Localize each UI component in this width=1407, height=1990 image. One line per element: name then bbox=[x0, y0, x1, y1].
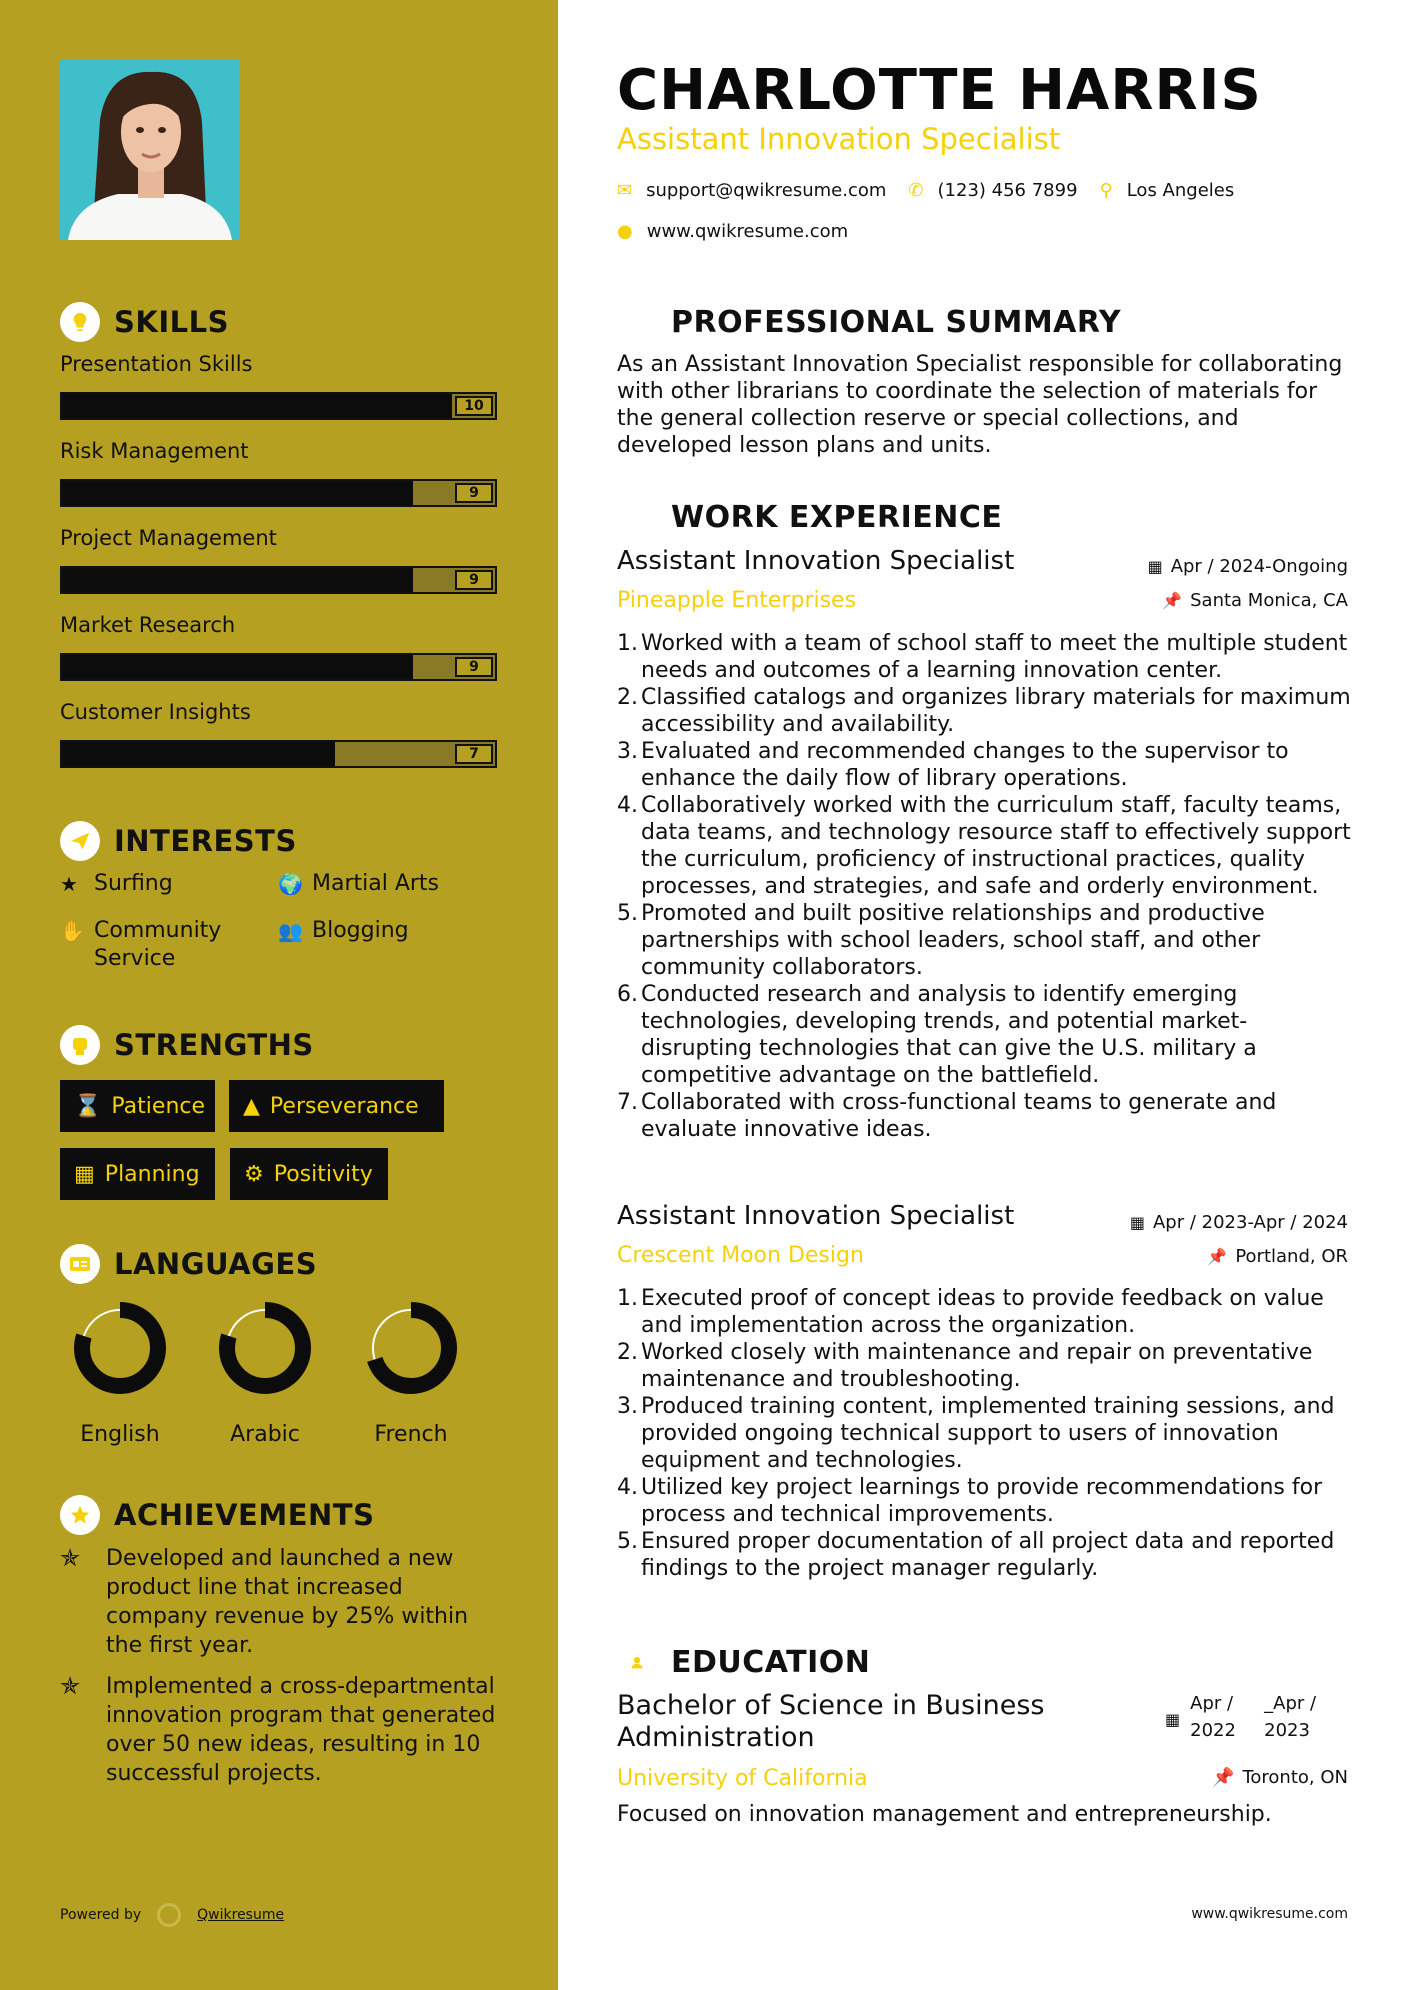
shooting-star-icon: ✯ bbox=[60, 1544, 81, 1572]
skill-fill bbox=[62, 481, 413, 505]
job-bullets bbox=[617, 630, 1357, 1143]
job-bullet: 1. Executed proof of concept ideas to provide feedback on value and implementation across the organization. bbox=[617, 1286, 1324, 1338]
skill-bar bbox=[60, 566, 497, 594]
profile-photo bbox=[60, 60, 240, 240]
strength-badge bbox=[229, 1080, 444, 1132]
qwikresume-link[interactable]: Qwikresume bbox=[197, 1907, 285, 1923]
education-title: EDUCATION bbox=[671, 1644, 871, 1680]
job-bullets bbox=[617, 1285, 1357, 1582]
achievement-text: Implemented a cross-departmental innovation program that generated over 50 new ideas, resulting in 10 successful projects. bbox=[106, 1674, 496, 1786]
candidate-role: Assistant Innovation Specialist bbox=[617, 122, 1061, 156]
skills-heading bbox=[60, 302, 229, 342]
hand-icon: ✋ bbox=[60, 919, 85, 943]
skill-fill bbox=[62, 742, 335, 766]
lightbulb-icon bbox=[60, 302, 100, 342]
users-icon: 👥 bbox=[278, 919, 303, 943]
interest-label: Martial Arts bbox=[312, 871, 440, 896]
star-icon: ★ bbox=[60, 872, 78, 896]
skill-bar bbox=[60, 392, 497, 420]
job-location bbox=[1162, 590, 1348, 611]
work-title: WORK EXPERIENCE bbox=[671, 499, 1003, 535]
job-bullet: 2. Classified catalogs and organizes library materials for maximum accessibility and availability. bbox=[617, 685, 1351, 737]
skill-fill bbox=[62, 568, 413, 592]
contact-row bbox=[617, 180, 1234, 201]
skill-name: Customer Insights bbox=[60, 700, 251, 724]
strengths-heading bbox=[60, 1025, 314, 1065]
job-title: Assistant Innovation Specialist bbox=[617, 1201, 1015, 1231]
skill-name: Project Management bbox=[60, 526, 277, 550]
star-badge-icon bbox=[60, 1495, 100, 1535]
calendar-icon: ▦ bbox=[1165, 1710, 1181, 1729]
skill-item bbox=[60, 700, 497, 768]
email[interactable]: support@qwikresume.com bbox=[646, 180, 887, 201]
job-date-text: Apr / 2024-Ongoing bbox=[1170, 556, 1348, 577]
education-dates bbox=[1165, 1690, 1338, 1744]
language-ring bbox=[217, 1300, 313, 1396]
job-bullet: 1. Worked with a team of school staff to meet the multiple student needs and outcomes of a learning innovation center. bbox=[617, 631, 1348, 683]
location: Los Angeles bbox=[1126, 180, 1235, 201]
skills-title: SKILLS bbox=[114, 305, 229, 339]
strength-badge bbox=[60, 1080, 215, 1132]
contact-row-website bbox=[617, 221, 848, 242]
job-title: Assistant Innovation Specialist bbox=[617, 546, 1015, 576]
calendar-icon: ▦ bbox=[74, 1161, 95, 1187]
summary-heading bbox=[617, 302, 1121, 342]
hourglass-icon: ⌛ bbox=[74, 1093, 102, 1119]
skill-bar bbox=[60, 740, 497, 768]
language-item bbox=[205, 1300, 325, 1447]
candidate-name: CHARLOTTE HARRIS bbox=[617, 58, 1262, 123]
paper-plane-icon bbox=[60, 821, 100, 861]
powered-by-label: Powered by bbox=[60, 1907, 142, 1923]
skill-level: 10 bbox=[455, 396, 493, 416]
job-bullet: 2. Worked closely with maintenance and repair on preventative maintenance and troubleshooting. bbox=[617, 1340, 1313, 1392]
summary-text: As an Assistant Innovation Specialist responsible for collaborating with other librarians to coordinate the selection of materials for the general collection reserve or special collections, and developed lesson plans and units. bbox=[617, 352, 1343, 458]
education-school: University of California bbox=[617, 1766, 868, 1791]
work-heading bbox=[617, 497, 1002, 537]
powered-by bbox=[60, 1903, 284, 1927]
language-label: Arabic bbox=[230, 1422, 300, 1447]
skill-name: Risk Management bbox=[60, 439, 249, 463]
shooting-star-icon: ✯ bbox=[60, 1672, 81, 1700]
achievements-title: ACHIEVEMENTS bbox=[114, 1498, 375, 1532]
job-bullet: 3. Produced training content, implemented training sessions, and provided ongoing technical support to users of innovation equipment and technologies. bbox=[617, 1394, 1335, 1473]
globe-icon: ● bbox=[617, 221, 633, 242]
calendar-icon: ▦ bbox=[1129, 1213, 1145, 1232]
languages-heading bbox=[60, 1244, 317, 1284]
strength-label: Perseverance bbox=[269, 1093, 419, 1119]
skill-level: 9 bbox=[455, 483, 493, 503]
education-start: Apr / 2022 bbox=[1190, 1693, 1236, 1741]
education-description: Focused on innovation management and entrepreneurship. bbox=[617, 1802, 1272, 1827]
job-date-text: Apr / 2023-Apr / 2024 bbox=[1152, 1212, 1348, 1233]
education-degree: Bachelor of Science in Business Administration bbox=[617, 1690, 1045, 1753]
map-pin-icon: ⚲ bbox=[1099, 180, 1113, 201]
job-bullet: 6. Conducted research and analysis to identify emerging technologies, developing trends, and potential market-disrupting technologies that can give the U.S. military a competitive advantage on the battlefield. bbox=[617, 982, 1257, 1088]
job-bullet: 4. Collaboratively worked with the curriculum staff, faculty teams, data teams, and technology resource staff to effectively support the curriculum, proficiency of instructional practices, quality processes, and strategies, and safe and orderly environment. bbox=[617, 793, 1351, 899]
language-label: English bbox=[80, 1422, 160, 1447]
skill-level: 7 bbox=[455, 744, 493, 764]
skill-name: Market Research bbox=[60, 613, 236, 637]
job-date bbox=[1130, 1212, 1348, 1233]
achievement-item bbox=[60, 1544, 500, 1660]
skill-fill bbox=[62, 394, 452, 418]
skill-item bbox=[60, 352, 497, 420]
skill-level: 9 bbox=[455, 657, 493, 677]
job-location-text: Portland, OR bbox=[1235, 1246, 1348, 1267]
interest-item bbox=[278, 870, 462, 898]
language-ring bbox=[72, 1300, 168, 1396]
job-bullet: 5. Ensured proper documentation of all project data and reported findings to the project manager regularly. bbox=[617, 1529, 1335, 1581]
language-item bbox=[351, 1300, 471, 1447]
skill-level: 9 bbox=[455, 570, 493, 590]
pin-icon: 📌 bbox=[1207, 1247, 1228, 1266]
sidebar bbox=[0, 0, 558, 1990]
education-location-text: Toronto, ON bbox=[1242, 1767, 1348, 1788]
summary-title: PROFESSIONAL SUMMARY bbox=[671, 304, 1122, 340]
pin-icon: 📌 bbox=[1162, 591, 1183, 610]
pin-icon: 📌 bbox=[1212, 1767, 1235, 1788]
fist-icon bbox=[60, 1025, 100, 1065]
interest-label: Blogging bbox=[312, 918, 409, 943]
job-bullet: 4. Utilized key project learnings to provide recommendations for process and technical improvements. bbox=[617, 1475, 1323, 1527]
phone[interactable]: (123) 456 7899 bbox=[937, 180, 1078, 201]
achievements-heading bbox=[60, 1495, 374, 1535]
skill-item bbox=[60, 439, 497, 507]
skill-name: Presentation Skills bbox=[60, 352, 253, 376]
strengths-title: STRENGTHS bbox=[114, 1028, 314, 1062]
interests-heading bbox=[60, 821, 297, 861]
phone-icon: ✆ bbox=[908, 180, 924, 201]
language-label: French bbox=[374, 1422, 448, 1447]
interests-title: INTERESTS bbox=[114, 824, 297, 858]
website[interactable]: www.qwikresume.com bbox=[646, 221, 849, 242]
user-icon bbox=[617, 302, 657, 342]
interest-item bbox=[278, 917, 462, 945]
strength-label: Patience bbox=[111, 1093, 206, 1119]
education-end: _Apr / 2023 bbox=[1264, 1693, 1317, 1741]
job-location bbox=[1207, 1246, 1348, 1267]
strength-badge bbox=[60, 1148, 215, 1200]
job-bullet: 3. Evaluated and recommended changes to the supervisor to enhance the daily flow of library operations. bbox=[617, 739, 1289, 791]
job-bullet: 7. Collaborated with cross-functional teams to generate and evaluate innovative ideas. bbox=[617, 1090, 1277, 1142]
skill-bar bbox=[60, 653, 497, 681]
languages-title: LANGUAGES bbox=[114, 1247, 318, 1281]
job-date bbox=[1148, 556, 1348, 577]
interest-label: Surfing bbox=[94, 871, 173, 896]
language-item bbox=[60, 1300, 180, 1447]
graduate-icon bbox=[617, 1642, 657, 1682]
skill-item bbox=[60, 526, 497, 594]
achievement-item bbox=[60, 1672, 500, 1788]
job-company: Pineapple Enterprises bbox=[617, 588, 857, 613]
envelope-icon: ✉ bbox=[617, 180, 633, 201]
globe-icon: 🌍 bbox=[278, 872, 303, 896]
skill-fill bbox=[62, 655, 413, 679]
language-ring bbox=[363, 1300, 459, 1396]
qwikresume-logo-icon bbox=[157, 1903, 181, 1927]
skill-bar bbox=[60, 479, 497, 507]
footer-website[interactable]: www.qwikresume.com bbox=[1191, 1906, 1348, 1922]
strength-label: Planning bbox=[104, 1161, 200, 1187]
gear-icon: ⚙ bbox=[244, 1161, 264, 1187]
achievement-text: Developed and launched a new product line that increased company revenue by 25% within the first year. bbox=[106, 1546, 469, 1658]
job-company: Crescent Moon Design bbox=[617, 1243, 864, 1268]
strength-label: Positivity bbox=[273, 1161, 373, 1187]
road-icon: ▲ bbox=[243, 1093, 260, 1119]
job-location-text: Santa Monica, CA bbox=[1190, 590, 1348, 611]
interest-item bbox=[60, 870, 244, 898]
office-chair-icon bbox=[617, 497, 657, 537]
interest-item bbox=[60, 917, 244, 973]
skill-item bbox=[60, 613, 497, 681]
education-location bbox=[1212, 1767, 1348, 1788]
id-card-icon bbox=[60, 1244, 100, 1284]
education-heading bbox=[617, 1642, 870, 1682]
calendar-icon: ▦ bbox=[1147, 557, 1163, 576]
job-bullet: 5. Promoted and built positive relationships and productive partnerships with school leaders, school staff, and other community collaborators. bbox=[617, 901, 1265, 980]
interest-label: Community Service bbox=[94, 918, 222, 971]
strength-badge bbox=[230, 1148, 388, 1200]
